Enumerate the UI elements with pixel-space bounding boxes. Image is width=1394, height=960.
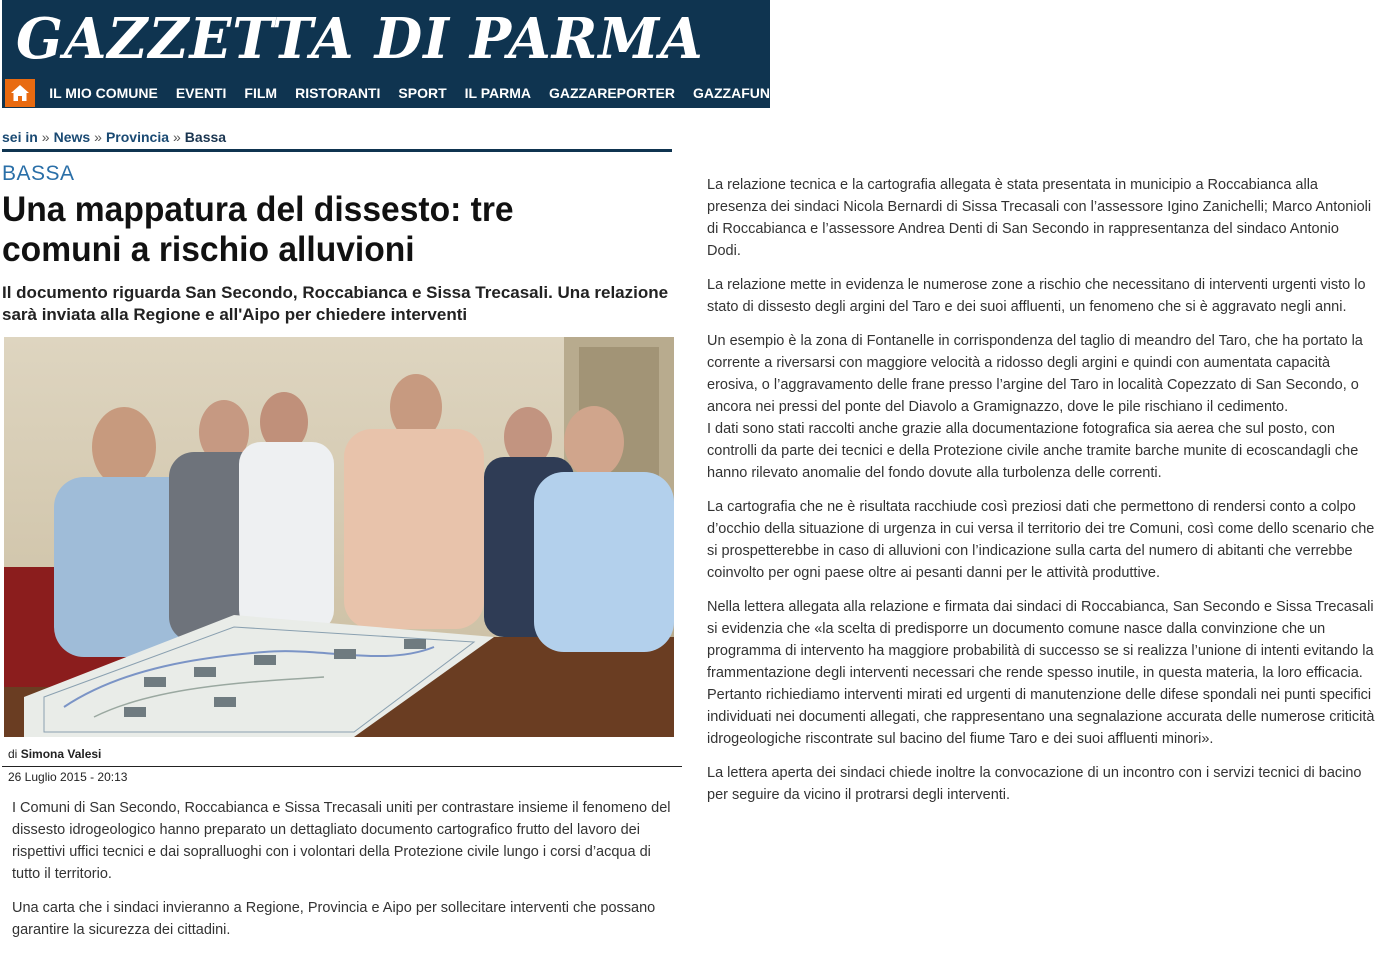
breadcrumb-item-provincia[interactable]: Provincia — [105, 129, 169, 145]
paragraph: I Comuni di San Secondo, Roccabianca e Sissa Trecasali uniti per contrastare insieme il fenomeno del dissesto idrogeologico hanno preparato un dettagliato documento cartografico frutto del lavoro dei rispettivi uffici tecnici e dai sopralluoghi con i volontari della Protezione civile lungo i corsi d’acqua di tutto il territorio. — [12, 800, 671, 882]
paragraph: La relazione tecnica e la cartografia allegata è stata presentata in municipio a Roccabianca alla presenza dei sindaci Nicola Bernardi di Sissa Trecasali con l’assessore Igino Zanichelli; Marco Antonioli di Roccabianca e l’assessore Andrea Denti di San Secondo in rappresentanza del sindaco Antonio Dodi. — [707, 177, 1372, 259]
breadcrumb — [2, 129, 226, 145]
section-label[interactable]: BASSA — [2, 162, 75, 185]
home-icon — [9, 83, 31, 103]
nav-item-eventi[interactable]: EVENTI — [175, 85, 227, 101]
article-date: 26 Luglio 2015 - 20:13 — [8, 770, 128, 784]
nav-item-ristoranti[interactable]: RISTORANTI — [295, 85, 381, 101]
paragraph: La cartografia che ne è risultata racchiude così preziosi dati che permettono di rendersi conto a colpo d’occhio della situazione di urgenza in cui versa il territorio dei tre Comuni, così come dello scenario che si prospetterebbe in caso di alluvioni con l’indicazione sulla carta del numero di abitanti che verrebbe coinvolto per ogni paese oltre ai pesanti danni per le attività produttive. — [707, 499, 1375, 581]
paragraph: Nella lettera allegata alla relazione e firmata dai sindaci di Roccabianca, San Secondo e Sissa Trecasali si evidenzia che «la scelta di predisporre un documento comune nasce dalla convinzione che un programma di intervento ha maggiore probabilità di successo se si realizza l’unione di intenti evitando la frammentazione degli interventi necessari che rende spesso inutile, in questa materia, la loro efficacia. Pertanto richiediamo interventi mirati ed urgenti di manutenzione delle difese spondali nei punti specifici individuati nei documenti allegati, che rappresentano una segnalazione accurata delle numerose criticità idrogeologiche riscontrate sul bacino del fiume Taro e dei suoi affluenti minori». — [707, 599, 1375, 747]
byline-divider — [2, 766, 682, 767]
article-photo — [4, 337, 674, 737]
paragraph: La lettera aperta dei sindaci chiede inoltre la convocazione di un incontro con i servizi tecnici di bacino per seguire da vicino il protrarsi degli interventi. — [707, 765, 1362, 803]
paragraph: I dati sono stati raccolti anche grazie alla documentazione fotografica sia aerea che sul posto, con controlli da parte dei tecnici e della Protezione civile anche tramite barche munite di ecoscandagli che hanno rilevato anomalie del fondo dovute alla turbolenza delle correnti. — [707, 421, 1359, 481]
masthead — [2, 0, 770, 108]
nav-item-gazzafun[interactable]: GAZZAFUN — [693, 85, 770, 101]
breadcrumb-separator: » — [173, 129, 181, 145]
nav-item-gazzareporter[interactable]: GAZZAREPORTER — [549, 85, 675, 101]
paragraph: Un esempio è la zona di Fontanelle in corrispondenza del taglio di meandro del Taro, che ha portato la corrente a riversarsi con maggiore velocità a ridosso degli argini e quindi con aumentata capacità erosiva, o l’aggravamento delle frane presso l’argine del Taro in località Copezzato di San Secondo, o ancora nei pressi del ponte del Diavolo a Gramignazzo, dove le pile rischiano il cedimento. — [707, 333, 1363, 415]
article-subtitle: Il documento riguarda San Secondo, Roccabianca e Sissa Trecasali. Una relazione sarà inviata alla Regione e all'Aipo per chiedere interventi — [2, 283, 669, 324]
breadcrumb-separator: » — [94, 129, 102, 145]
breadcrumb-lead: sei in — [2, 129, 38, 145]
breadcrumb-item-news[interactable]: News — [53, 129, 91, 145]
byline-prefix: di — [8, 747, 18, 761]
home-button[interactable] — [5, 79, 35, 107]
article-body-right — [707, 174, 1375, 818]
article-body-left — [12, 797, 682, 953]
paragraph: Una carta che i sindaci invieranno a Regione, Provincia e Aipo per sollecitare interventi che possano garantire la sicurezza dei cittadini. — [12, 900, 656, 938]
article-title: Una mappatura del dissesto: tre comuni a rischio alluvioni — [2, 190, 514, 269]
nav-item-il-parma[interactable]: IL PARMA — [464, 85, 531, 101]
breadcrumb-separator: » — [41, 129, 50, 145]
article-byline — [8, 747, 101, 761]
breadcrumb-item-bassa[interactable]: Bassa — [184, 129, 227, 145]
nav-item-il-mio-comune[interactable]: IL MIO COMUNE — [49, 85, 158, 101]
author-name[interactable]: Simona Valesi — [20, 747, 102, 761]
nav-item-sport[interactable]: SPORT — [398, 85, 447, 101]
breadcrumb-divider — [2, 149, 672, 152]
main-nav — [2, 78, 770, 108]
paragraph: La relazione mette in evidenza le numerose zone a rischio che necessitano di interventi urgenti visto lo stato di dissesto degli argini del Taro e dei suoi affluenti, un fenomeno che si è aggravato negli anni. — [707, 277, 1366, 315]
nav-item-film[interactable]: FILM — [244, 85, 278, 101]
site-logo[interactable]: GAZZETTA DI PARMA — [16, 6, 704, 72]
